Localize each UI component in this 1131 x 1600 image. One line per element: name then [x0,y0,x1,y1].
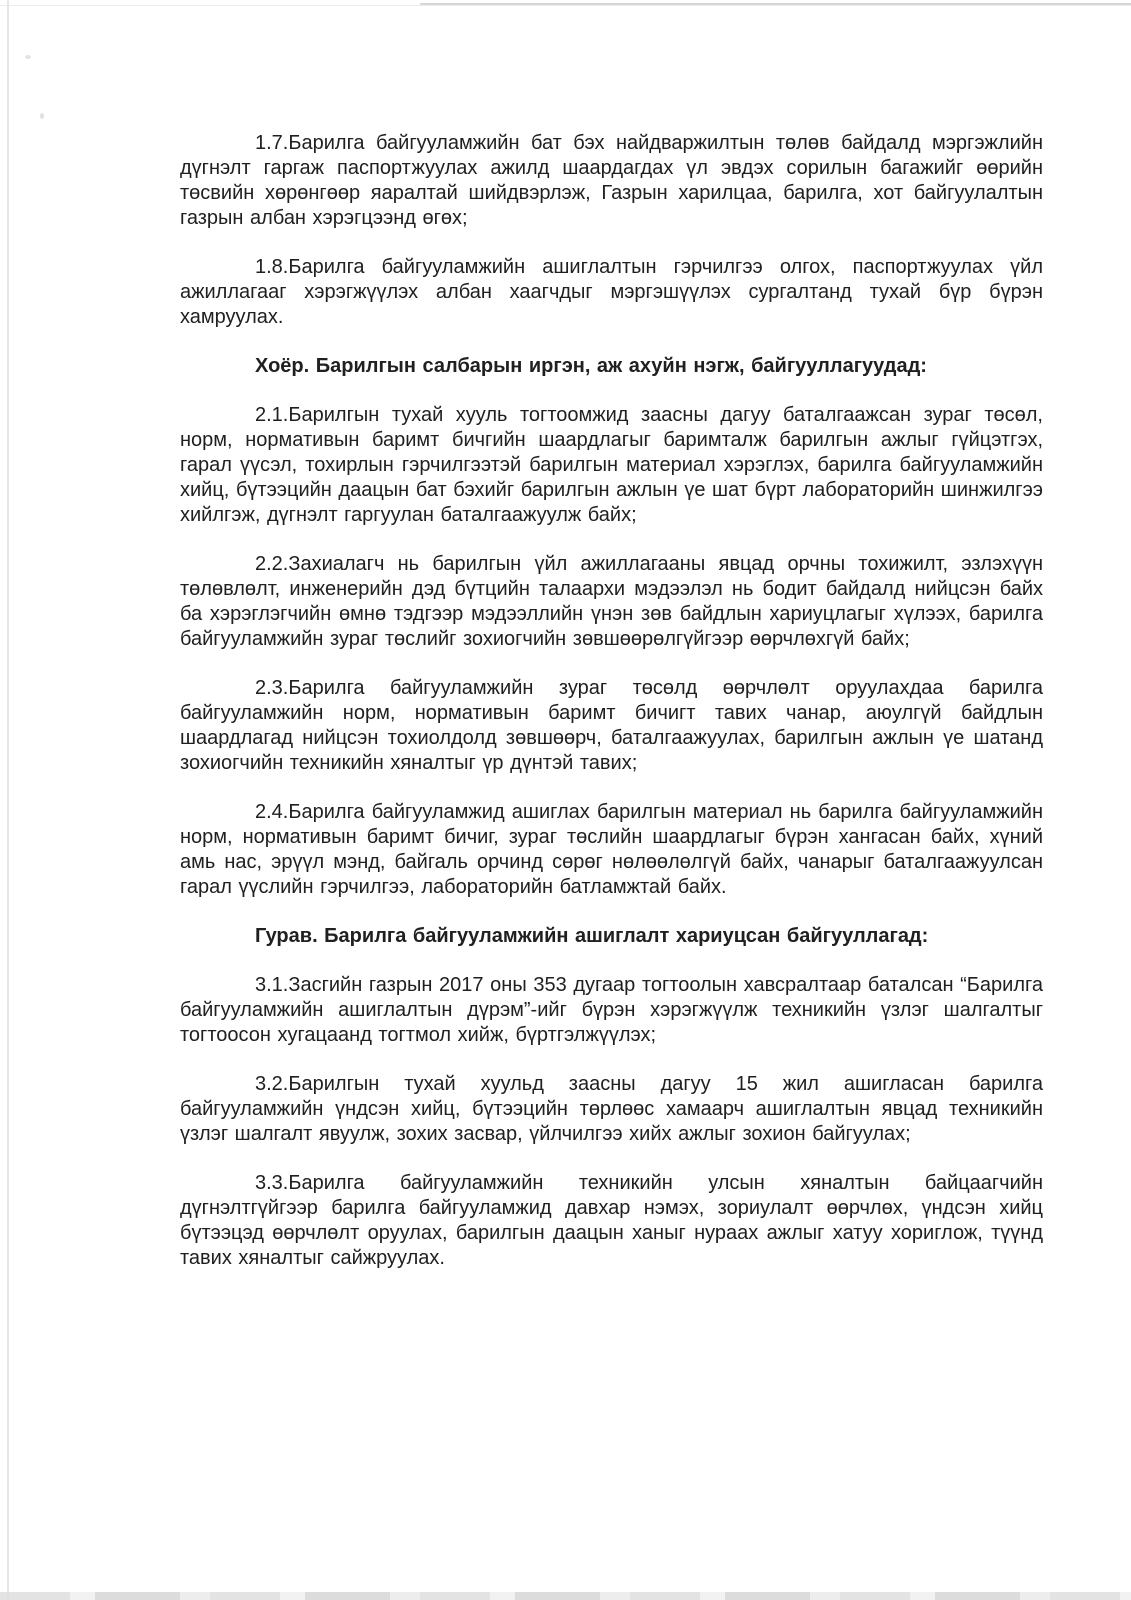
paragraph-1-8: 1.8.Барилга байгууламжийн ашиглалтын гэрчилгээ олгох, паспортжуулах үйл ажиллагааг хэрэгжүүлэх албан хаагчдыг мэргэшүүлэх сургалтанд тухай бүр бүрэн хамруулах. [180,256,1043,328]
paragraph-2-1: 2.1.Барилгын тухай хууль тогтоомжид заасны дагуу баталгаажсан зураг төсөл, норм, нормативын баримт бичгийн шаардлагыг баримталж барилгын ажлыг гүйцэтгэх, гарал үүсэл, тохирлын гэрчилгээтэй барилгын материал хэрэглэх, барилга байгууламжийн хийц, бүтээцийн даацын бат бэхийг барилгын ажлын үе шат бүрт лабораторийн шинжилгээ хийлгэж, дүгнэлт гаргуулан баталгаажуулж байх; [180,404,1043,526]
paragraph-3-2: 3.2.Барилгын тухай хуульд заасны дагуу 15 жил ашигласан барилга байгууламжийн үндсэн хийц, бүтээцийн төрлөөс хамаарч ашиглалтын явцад техникийн үзлэг шалгалт явуулж, зохих засвар, үйлчилгээ хийх ажлыг зохион байгуулах; [180,1073,1043,1145]
paragraph-2-3: 2.3.Барилга байгууламжийн зураг төсөлд өөрчлөлт оруулахдаа барилга байгууламжийн норм, нормативын баримт бичигт тавих чанар, аюулгүй байдлын шаардлагад нийцсэн тохиолдолд зөвшөөрч, баталгаажуулах, барилгын ажлын үе шатанд зохиогчийн техникийн хяналтыг үр дүнтэй тавих; [180,677,1043,774]
scan-artifact-top-edge-faint [0,5,1131,6]
paragraph-3-1: 3.1.Засгийн газрын 2017 оны 353 дугаар тогтоолын хавсралтаар баталсан “Барилга байгууламжийн ашиглалтын дүрэм”-ийг бүрэн хэрэгжүүлж техникийн үзлэг шалгалтыг тогтоосон хугацаанд тогтмол хийж, бүртгэлжүүлэх; [180,974,1043,1046]
paragraph-1-7: 1.7.Барилга байгууламжийн бат бэх найдваржилтын төлөв байдалд мэргэжлийн дүгнэлт гаргаж паспортжуулах ажилд шаардагдах үл эвдэх сорилын багажийг өөрийн төсвийн хөрөнгөөр яаралтай шийдвэрлэж, Газрын харилцаа, барилга, хот байгуулалтын газрын албан хэрэгцээнд өгөх; [180,132,1043,229]
paragraph-2-4: 2.4.Барилга байгууламжид ашиглах барилгын материал нь барилга байгууламжийн норм, нормативын баримт бичиг, зураг төслийн шаардлагыг бүрэн хангасан байх, хүний амь нас, эрүүл мэнд, байгаль орчинд сөрөг нөлөөлөлгүй байх, чанарыг баталгаажуулсан гарал үүслийн гэрчилгээ, лабораторийн батламжтай байх. [180,801,1043,898]
scan-artifact-left-edge [7,0,9,1600]
document-body [180,131,1043,1295]
scan-artifact-bottom-edge [0,1592,1131,1600]
scan-artifact-speck [40,113,44,119]
scan-artifact-speck [25,55,31,59]
section-heading-three: Гурав. Барилга байгууламжийн ашиглалт хариуцсан байгууллагад: [255,925,929,947]
paragraph-2-2: 2.2.Захиалагч нь барилгын үйл ажиллагааны явцад орчны тохижилт, эзлэхүүн төлөвлөлт, инженерийн дэд бүтцийн талаархи мэдээлэл нь бодит байдалд нийцсэн байх ба хэрэглэгчийн өмнө тэдгээр мэдээллийн үнэн зөв байдлын хариуцлагыг хүлээх, барилга байгууламжийн зураг төслийг зохиогчийн зөвшөөрөлгүйгээр өөрчлөхгүй байх; [180,553,1043,650]
section-heading-two: Хоёр. Барилгын салбарын иргэн, аж ахуйн нэгж, байгууллагуудад: [255,355,927,377]
paragraph-3-3: 3.3.Барилга байгууламжийн техникийн улсын хяналтын байцаагчийн дүгнэлтгүйгээр барилга байгууламжид давхар нэмэх, зориулалт өөрчлөх, үндсэн хийц бүтээцэд өөрчлөлт оруулах, барилгын даацын ханыг нураах ажлыг хатуу хориглож, түүнд тавих хяналтыг сайжруулах. [180,1172,1043,1269]
